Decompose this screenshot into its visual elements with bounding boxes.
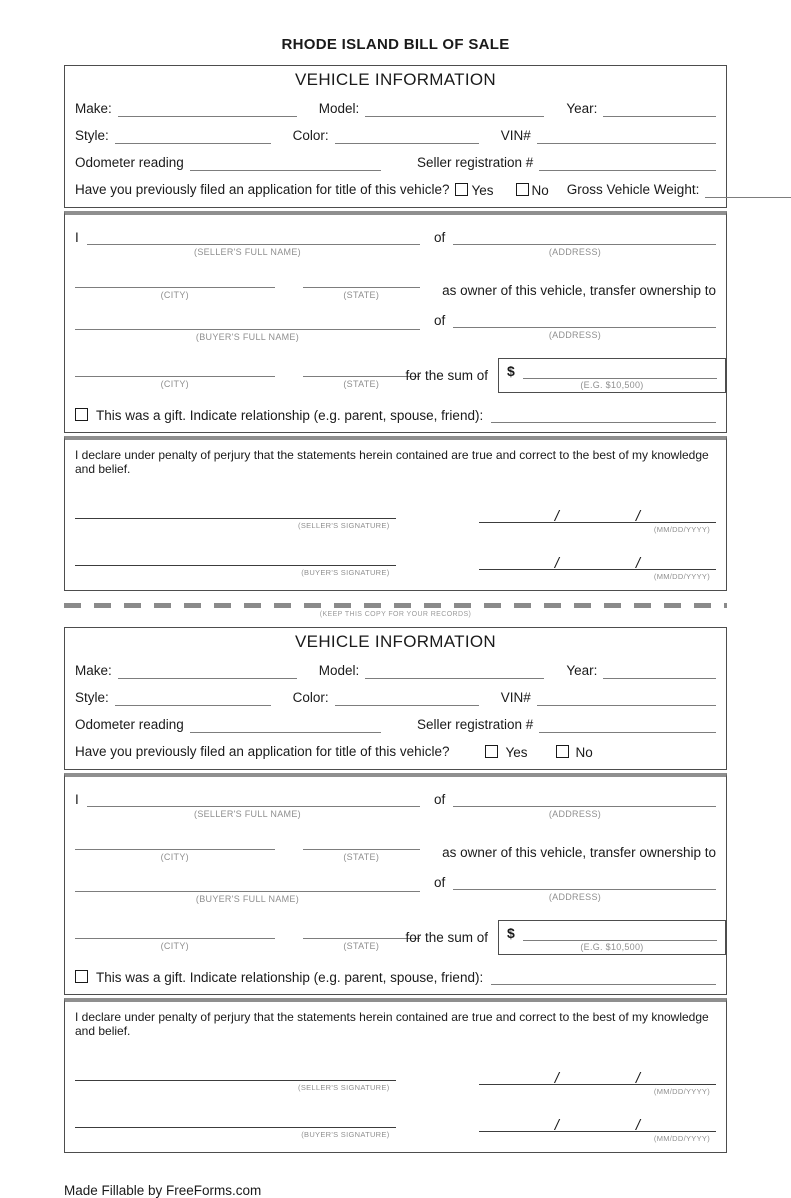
color-label: Color: xyxy=(292,690,329,705)
seller-address-caption: (ADDRESS) xyxy=(548,809,602,819)
buyer-date-caption: (MM/DD/YYYY) xyxy=(653,1134,710,1143)
buyer-city-input[interactable] xyxy=(75,358,275,377)
footer-credit: Made Fillable by FreeForms.com xyxy=(64,1183,262,1198)
seller-city-input[interactable] xyxy=(75,269,275,288)
make-label: Make: xyxy=(75,663,112,678)
of-label: of xyxy=(433,313,446,328)
color-label: Color: xyxy=(292,128,329,143)
sum-label: for the sum of xyxy=(405,368,488,383)
declaration-section xyxy=(64,998,727,1153)
i-prefix-label: I xyxy=(75,792,79,807)
buyer-state-caption: (STATE) xyxy=(343,941,380,951)
buyer-address-input[interactable] xyxy=(453,874,716,890)
gross-weight-label: Gross Vehicle Weight: xyxy=(566,182,700,197)
style-label: Style: xyxy=(75,128,109,143)
buyer-signature-input[interactable] xyxy=(75,1112,396,1128)
seller-name-caption: (SELLER'S FULL NAME) xyxy=(194,809,301,819)
buyer-city-caption: (CITY) xyxy=(160,379,189,389)
vin-label: VIN# xyxy=(500,128,531,143)
buyer-address-input[interactable] xyxy=(453,312,716,328)
seller-date-caption: (MM/DD/YYYY) xyxy=(653,1087,710,1096)
date-slash: / xyxy=(635,555,641,572)
date-slash: / xyxy=(554,1117,559,1134)
gross-weight-input[interactable] xyxy=(705,182,791,198)
seller-date-input[interactable] xyxy=(479,503,716,523)
of-label: of xyxy=(433,230,446,245)
make-input[interactable] xyxy=(118,663,297,679)
seller-registration-input[interactable] xyxy=(539,717,716,733)
date-slash: / xyxy=(554,555,559,572)
date-slash: / xyxy=(635,508,641,525)
sum-label: for the sum of xyxy=(405,930,488,945)
seller-signature-caption: (SELLER'S SIGNATURE) xyxy=(298,521,390,530)
buyer-address-caption: (ADDRESS) xyxy=(548,330,602,340)
gift-label: This was a gift. Indicate relationship (e.g. parent, spouse, friend): xyxy=(96,970,484,985)
model-label: Model: xyxy=(318,101,360,116)
style-label: Style: xyxy=(75,690,109,705)
date-slash: / xyxy=(554,508,559,525)
seller-city-caption: (CITY) xyxy=(160,290,189,300)
gift-label: This was a gift. Indicate relationship (e.g. parent, spouse, friend): xyxy=(96,408,484,423)
seller-address-caption: (ADDRESS) xyxy=(548,247,602,257)
title-question-label: Have you previously filed an application for title of this vehicle? xyxy=(75,744,450,759)
of-label: of xyxy=(433,792,446,807)
seller-city-input[interactable] xyxy=(75,831,275,850)
declaration-text: I declare under penalty of perjury that the statements herein contained are true and correct to the best of my knowledge and belief. xyxy=(75,448,709,476)
title-yes-checkbox[interactable] xyxy=(485,745,498,758)
gift-checkbox[interactable] xyxy=(75,408,88,421)
seller-signature-input[interactable] xyxy=(75,503,396,519)
vin-label: VIN# xyxy=(500,690,531,705)
date-slash: / xyxy=(635,1070,641,1087)
buyer-date-input[interactable] xyxy=(479,1112,716,1132)
odometer-label: Odometer reading xyxy=(75,155,184,170)
buyer-address-caption: (ADDRESS) xyxy=(548,892,602,902)
buyer-date-input[interactable] xyxy=(479,550,716,570)
seller-date-input[interactable] xyxy=(479,1065,716,1085)
seller-name-input[interactable] xyxy=(87,229,420,245)
form-copy-2 xyxy=(64,627,727,1153)
seller-registration-label: Seller registration # xyxy=(416,717,534,732)
buyer-city-input[interactable] xyxy=(75,920,275,939)
seller-registration-label: Seller registration # xyxy=(416,155,534,170)
sum-input[interactable] xyxy=(523,363,717,379)
title-no-checkbox[interactable] xyxy=(556,745,569,758)
page-title: RHODE ISLAND BILL OF SALE xyxy=(281,36,510,53)
of-label: of xyxy=(433,875,446,890)
vehicle-info-section xyxy=(64,65,727,208)
seller-address-input[interactable] xyxy=(453,791,716,807)
seller-signature-input[interactable] xyxy=(75,1065,396,1081)
buyer-state-caption: (STATE) xyxy=(343,379,380,389)
seller-state-caption: (STATE) xyxy=(343,852,380,862)
buyer-name-input[interactable] xyxy=(75,876,420,892)
title-yes-checkbox[interactable] xyxy=(455,183,468,196)
dollar-sign: $ xyxy=(506,925,515,941)
declaration-section xyxy=(64,436,727,591)
title-no-checkbox[interactable] xyxy=(516,183,529,196)
seller-city-caption: (CITY) xyxy=(160,852,189,862)
buyer-state-input[interactable] xyxy=(303,920,420,939)
year-input[interactable] xyxy=(603,663,716,679)
transfer-section xyxy=(64,773,727,995)
gift-relationship-input[interactable] xyxy=(491,407,716,423)
date-slash: / xyxy=(554,1070,559,1087)
buyer-name-caption: (BUYER'S FULL NAME) xyxy=(195,332,300,342)
make-label: Make: xyxy=(75,101,112,116)
section-header: VEHICLE INFORMATION xyxy=(295,632,496,651)
sum-example-caption: (E.G. $10,500) xyxy=(580,380,644,390)
gift-relationship-input[interactable] xyxy=(491,969,716,985)
seller-address-input[interactable] xyxy=(453,229,716,245)
odometer-label: Odometer reading xyxy=(75,717,184,732)
form-copy-1 xyxy=(64,65,727,591)
odometer-input[interactable] xyxy=(190,717,381,733)
year-label: Year: xyxy=(566,663,598,678)
make-input[interactable] xyxy=(118,101,297,117)
title-question-label: Have you previously filed an application for title of this vehicle? xyxy=(75,182,450,197)
model-label: Model: xyxy=(318,663,360,678)
buyer-name-input[interactable] xyxy=(75,314,420,330)
odometer-input[interactable] xyxy=(190,155,381,171)
yes-label: Yes xyxy=(471,182,494,198)
declaration-text: I declare under penalty of perjury that the statements herein contained are true and correct to the best of my knowledge and belief. xyxy=(75,1010,709,1038)
buyer-state-input[interactable] xyxy=(303,358,420,377)
seller-registration-input[interactable] xyxy=(539,155,716,171)
sum-box xyxy=(498,358,726,393)
color-input[interactable] xyxy=(335,690,479,706)
buyer-city-caption: (CITY) xyxy=(160,941,189,951)
sum-input[interactable] xyxy=(523,925,717,941)
transfer-section xyxy=(64,211,727,433)
seller-state-caption: (STATE) xyxy=(343,290,380,300)
buyer-name-caption: (BUYER'S FULL NAME) xyxy=(195,894,300,904)
sum-box xyxy=(498,920,726,955)
gift-checkbox[interactable] xyxy=(75,970,88,983)
buyer-signature-caption: (BUYER'S SIGNATURE) xyxy=(301,568,390,577)
seller-state-input[interactable] xyxy=(303,269,420,288)
vehicle-info-section xyxy=(64,627,727,770)
style-input[interactable] xyxy=(115,690,271,706)
model-input[interactable] xyxy=(365,101,544,117)
dollar-sign: $ xyxy=(506,363,515,379)
seller-signature-caption: (SELLER'S SIGNATURE) xyxy=(298,1083,390,1092)
year-label: Year: xyxy=(566,101,598,116)
buyer-signature-caption: (BUYER'S SIGNATURE) xyxy=(301,1130,390,1139)
seller-state-input[interactable] xyxy=(303,831,420,850)
yes-label: Yes xyxy=(505,744,528,760)
sum-example-caption: (E.G. $10,500) xyxy=(580,942,644,952)
year-input[interactable] xyxy=(603,101,716,117)
vin-input[interactable] xyxy=(537,128,716,144)
color-input[interactable] xyxy=(335,128,479,144)
transfer-ownership-text: as owner of this vehicle, transfer ownership to xyxy=(442,283,716,298)
transfer-ownership-text: as owner of this vehicle, transfer ownership to xyxy=(442,845,716,860)
model-input[interactable] xyxy=(365,663,544,679)
cut-here-dashed-line xyxy=(64,603,727,608)
no-label: No xyxy=(575,744,593,760)
date-slash: / xyxy=(635,1117,641,1134)
seller-name-input[interactable] xyxy=(87,791,420,807)
section-header: VEHICLE INFORMATION xyxy=(295,70,496,89)
style-input[interactable] xyxy=(115,128,271,144)
vin-input[interactable] xyxy=(537,690,716,706)
seller-name-caption: (SELLER'S FULL NAME) xyxy=(194,247,301,257)
i-prefix-label: I xyxy=(75,230,79,245)
buyer-date-caption: (MM/DD/YYYY) xyxy=(653,572,710,581)
seller-date-caption: (MM/DD/YYYY) xyxy=(653,525,710,534)
keep-copy-note: (KEEP THIS COPY FOR YOUR RECORDS) xyxy=(319,611,472,618)
buyer-signature-input[interactable] xyxy=(75,550,396,566)
no-label: No xyxy=(531,182,549,198)
